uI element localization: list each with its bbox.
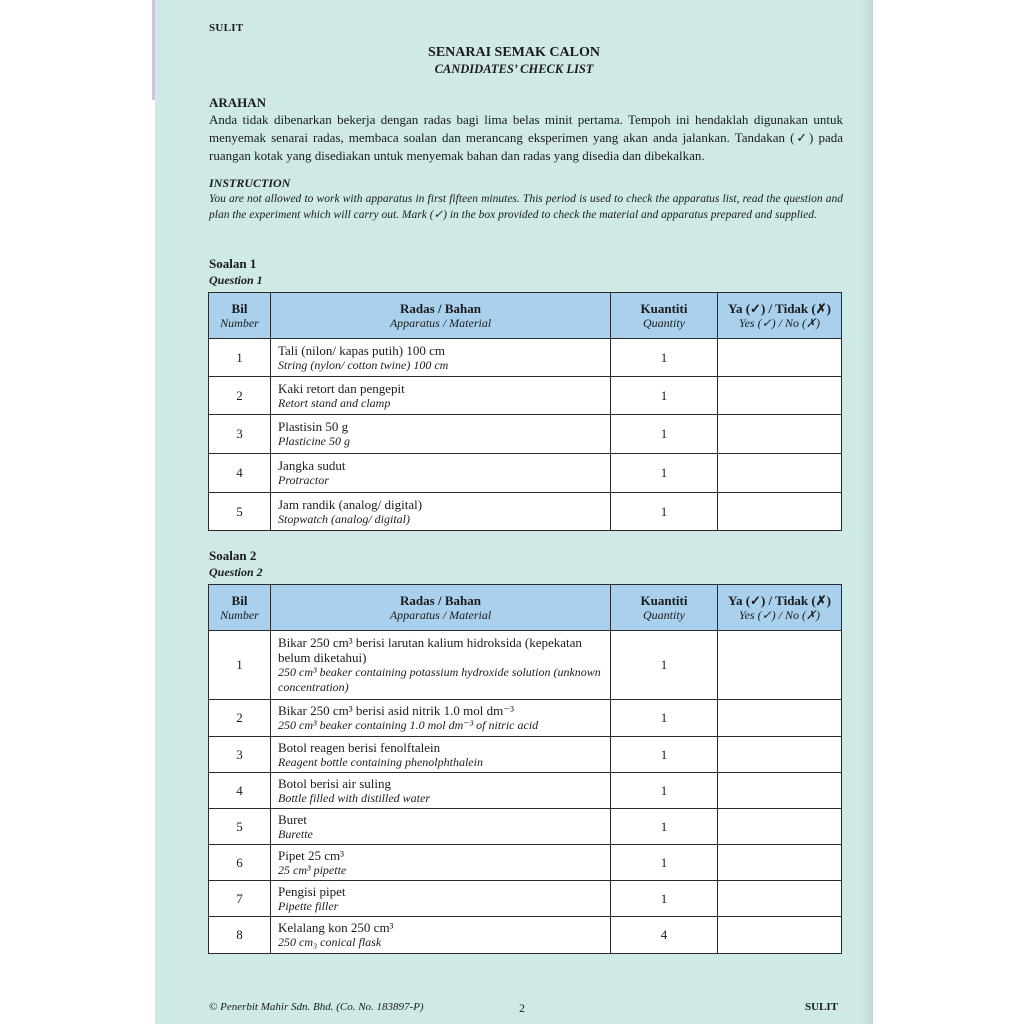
question2-checklist-table: [208, 584, 842, 954]
row-number: 3: [209, 415, 271, 454]
apparatus-name-ms: Pengisi pipet: [278, 883, 346, 899]
table-header-row: [209, 293, 842, 339]
table-row: [209, 845, 842, 881]
apparatus-name-en: Burette: [278, 826, 313, 841]
header-bil: Bil Number: [209, 585, 271, 631]
row-number: 1: [209, 339, 271, 377]
table-row: [209, 493, 842, 531]
apparatus-cell: [271, 700, 611, 737]
check-box-cell[interactable]: [718, 809, 842, 845]
page-title: SENARAI SEMAK CALON: [428, 45, 600, 60]
apparatus-cell: [271, 845, 611, 881]
header-kuantiti: Kuantiti Quantity: [611, 585, 718, 631]
apparatus-name-en: Protractor: [278, 473, 329, 487]
apparatus-name-en: Pipette filler: [278, 898, 339, 913]
apparatus-name-ms: Bikar 250 cm³ berisi larutan kalium hidroksida (kepekatan belum diketahui): [278, 635, 582, 665]
check-box-cell[interactable]: [718, 415, 842, 454]
check-box-cell[interactable]: [718, 493, 842, 531]
check-box-cell[interactable]: [718, 700, 842, 737]
apparatus-name-ms: Tali (nilon/ kapas putih) 100 cm: [278, 342, 445, 358]
check-box-cell[interactable]: [718, 881, 842, 917]
row-number: 2: [209, 377, 271, 415]
question1-label-en: Question 1: [209, 273, 263, 287]
quantity-cell: 1: [611, 493, 718, 531]
question2-label-en: Question 2: [209, 565, 263, 579]
row-number: 4: [209, 454, 271, 493]
check-box-cell[interactable]: [718, 339, 842, 377]
quantity-cell: 1: [611, 809, 718, 845]
apparatus-name-en: String (nylon/ cotton twine) 100 cm: [278, 357, 449, 372]
apparatus-name-ms: Kaki retort dan pengepit: [278, 380, 405, 396]
apparatus-cell: [271, 809, 611, 845]
apparatus-cell: [271, 737, 611, 773]
apparatus-name-en: 250 cm³ beaker containing potassium hydroxide solution (unknown concentration): [278, 665, 601, 694]
header-kuantiti: Kuantiti Quantity: [611, 293, 718, 339]
apparatus-name-en: Retort stand and clamp: [278, 395, 391, 410]
apparatus-cell: [271, 631, 611, 700]
row-number: 1: [209, 631, 271, 700]
check-box-cell[interactable]: [718, 737, 842, 773]
table-header-row: [209, 585, 842, 631]
apparatus-cell: [271, 339, 611, 377]
page-left-margin: [0, 0, 155, 1024]
apparatus-cell: [271, 773, 611, 809]
apparatus-cell: [271, 377, 611, 415]
table-row: [209, 339, 842, 377]
table-row: [209, 631, 842, 700]
header-ya-tidak: Ya (✓) / Tidak (✗) Yes (✓) / No (✗): [718, 585, 842, 631]
quantity-cell: 1: [611, 339, 718, 377]
page-subtitle: CANDIDATES’ CHECK LIST: [434, 62, 594, 76]
instruction-text: You are not allowed to work with apparatus in first fifteen minutes. This period is used to check the apparatus list, read the question and plan the experiment which will carry out. Mark (✓) in the box provided to check the material and apparatus prepared and supplied.: [209, 193, 843, 221]
row-number: 4: [209, 773, 271, 809]
row-number: 6: [209, 845, 271, 881]
table-row: [209, 454, 842, 493]
apparatus-name-ms: Jam randik (analog/ digital): [278, 496, 423, 512]
apparatus-cell: [271, 917, 611, 954]
quantity-cell: 1: [611, 737, 718, 773]
apparatus-name-en: Plasticine 50 g: [278, 434, 350, 448]
check-box-cell[interactable]: [718, 917, 842, 954]
sulit-footer: SULIT: [805, 1001, 839, 1013]
arahan-text: Anda tidak dibenarkan bekerja dengan radas bagi lima belas minit pertama. Tempoh ini hendaklah digunakan untuk menyemak senarai radas, membaca soalan dan merancang eksperimen yang akan anda jalankan. Tandakan (✓) pada ruangan kotak yang disediakan untuk menyemak bahan dan radas yang disedia dan dibekalkan.: [209, 112, 843, 163]
quantity-cell: 1: [611, 377, 718, 415]
check-box-cell[interactable]: [718, 773, 842, 809]
table-row: [209, 773, 842, 809]
table-row: [209, 700, 842, 737]
quantity-cell: 1: [611, 415, 718, 454]
quantity-cell: 1: [611, 773, 718, 809]
header-radas: Radas / Bahan Apparatus / Material: [271, 585, 611, 631]
arahan-heading: ARAHAN: [209, 95, 267, 110]
apparatus-name-en: 250 cm³ beaker containing 1.0 mol dm⁻³ of nitric acid: [278, 718, 539, 732]
page-right-margin: [873, 0, 1024, 1024]
apparatus-name-en: 250 cm₃ conical flask: [278, 935, 382, 949]
header-ya-tidak: Ya (✓) / Tidak (✗) Yes (✓) / No (✗): [718, 293, 842, 339]
table-row: [209, 809, 842, 845]
page-number: 2: [519, 1001, 525, 1015]
apparatus-name-ms: Pipet 25 cm³: [278, 847, 345, 863]
footer-copyright: © Penerbit Mahir Sdn. Bhd. (Co. No. 183897-P): [209, 1001, 424, 1013]
apparatus-name-ms: Kelalang kon 250 cm³: [278, 920, 394, 935]
apparatus-cell: [271, 881, 611, 917]
row-number: 7: [209, 881, 271, 917]
check-box-cell[interactable]: [718, 377, 842, 415]
instruction-heading: INSTRUCTION: [209, 176, 291, 190]
question1-label-ms: Soalan 1: [209, 256, 257, 271]
apparatus-cell: [271, 415, 611, 454]
table-row: [209, 377, 842, 415]
apparatus-name-ms: Botol berisi air suling: [278, 775, 392, 791]
row-number: 5: [209, 493, 271, 531]
question1-checklist-table: [208, 292, 842, 531]
apparatus-name-ms: Buret: [278, 811, 307, 827]
apparatus-cell: [271, 493, 611, 531]
row-number: 3: [209, 737, 271, 773]
table-row: [209, 917, 842, 954]
apparatus-name-en: 25 cm³ pipette: [278, 862, 347, 877]
table-row: [209, 737, 842, 773]
apparatus-name-en: Bottle filled with distilled water: [278, 790, 430, 805]
sulit-header: SULIT: [209, 22, 244, 34]
check-box-cell[interactable]: [718, 631, 842, 700]
page-fold-shadow: [860, 0, 874, 1024]
apparatus-name-en: Stopwatch (analog/ digital): [278, 511, 410, 526]
apparatus-name-ms: Plastisin 50 g: [278, 419, 349, 434]
quantity-cell: 1: [611, 700, 718, 737]
quantity-cell: 1: [611, 454, 718, 493]
apparatus-name-ms: Botol reagen berisi fenolftalein: [278, 739, 441, 755]
question1-heading: [209, 256, 263, 288]
quantity-cell: 1: [611, 881, 718, 917]
check-box-cell[interactable]: [718, 845, 842, 881]
apparatus-name-ms: Bikar 250 cm³ berisi asid nitrik 1.0 mol dm⁻³: [278, 703, 514, 718]
quantity-cell: 4: [611, 917, 718, 954]
row-number: 8: [209, 917, 271, 954]
table-row: [209, 881, 842, 917]
quantity-cell: 1: [611, 845, 718, 881]
question2-heading: [209, 548, 263, 580]
check-box-cell[interactable]: [718, 454, 842, 493]
header-radas: Radas / Bahan Apparatus / Material: [271, 293, 611, 339]
table-row: [209, 415, 842, 454]
apparatus-name-en: Reagent bottle containing phenolphthalein: [278, 754, 483, 769]
row-number: 2: [209, 700, 271, 737]
row-number: 5: [209, 809, 271, 845]
apparatus-cell: [271, 454, 611, 493]
question2-label-ms: Soalan 2: [209, 548, 257, 563]
apparatus-name-ms: Jangka sudut: [278, 458, 346, 473]
quantity-cell: 1: [611, 631, 718, 700]
header-bil: Bil Number: [209, 293, 271, 339]
